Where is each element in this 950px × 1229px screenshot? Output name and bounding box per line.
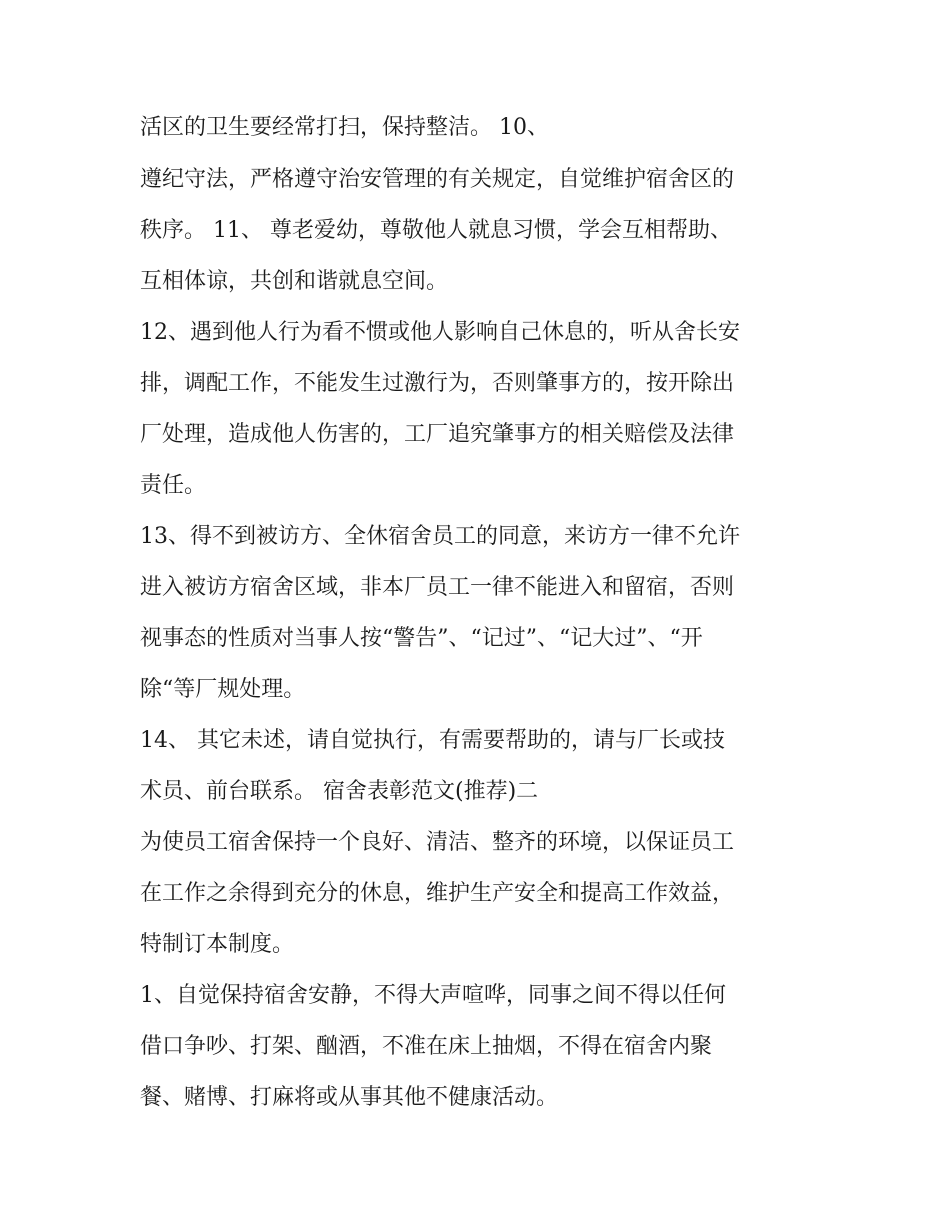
text-line: 互相体谅，共创和谐就息空间。 bbox=[140, 269, 449, 294]
text-line: 排，调配工作，不能发生过激行为，否则肇事方的，按开除出 bbox=[140, 371, 735, 396]
text-line: 视事态的性质对当事人按“警告”、“记过”、“记大过”、“开 bbox=[140, 626, 703, 651]
text-line: 活区的卫生要经常打扫，保持整洁。 10、 bbox=[140, 115, 549, 140]
text-line: 12、遇到他人行为看不惯或他人影响自己休息的，听从舍长安 bbox=[140, 320, 740, 345]
text-line: 特制订本制度。 bbox=[140, 932, 295, 957]
text-line: 进入被访方宿舍区域，非本厂员工一律不能进入和留宿，否则 bbox=[140, 575, 735, 600]
text-line: 除“等厂规处理。 bbox=[140, 677, 306, 702]
text-line: 为使员工宿舍保持一个良好、清洁、整齐的环境，以保证员工 bbox=[140, 830, 735, 855]
text-line: 秩序。 11、 尊老爱幼，尊敬他人就息习惯，学会互相帮助、 bbox=[140, 218, 732, 243]
text-line: 13、得不到被访方、全休宿舍员工的同意，来访方一律不允许 bbox=[140, 524, 740, 549]
text-line: 责任。 bbox=[140, 473, 207, 498]
text-line: 借口争吵、打架、酗酒，不准在床上抽烟，不得在宿舍内聚 bbox=[140, 1034, 713, 1059]
text-line: 厂处理，造成他人伤害的，工厂追究肇事方的相关赔偿及法律 bbox=[140, 422, 735, 447]
text-line: 1、自觉保持宿舍安静，不得大声喧哗，同事之间不得以任何 bbox=[140, 983, 726, 1008]
text-line: 遵纪守法，严格遵守治安管理的有关规定，自觉维护宿舍区的 bbox=[140, 167, 735, 192]
text-line: 餐、赌博、打麻将或从事其他不健康活动。 bbox=[140, 1085, 559, 1110]
text-line: 术员、前台联系。 宿舍表彰范文(推荐)二 bbox=[140, 779, 539, 804]
text-line: 14、 其它未述，请自觉执行，有需要帮助的，请与厂长或技 bbox=[140, 728, 725, 753]
text-line: 在工作之余得到充分的休息，维护生产安全和提高工作效益， bbox=[140, 881, 735, 906]
